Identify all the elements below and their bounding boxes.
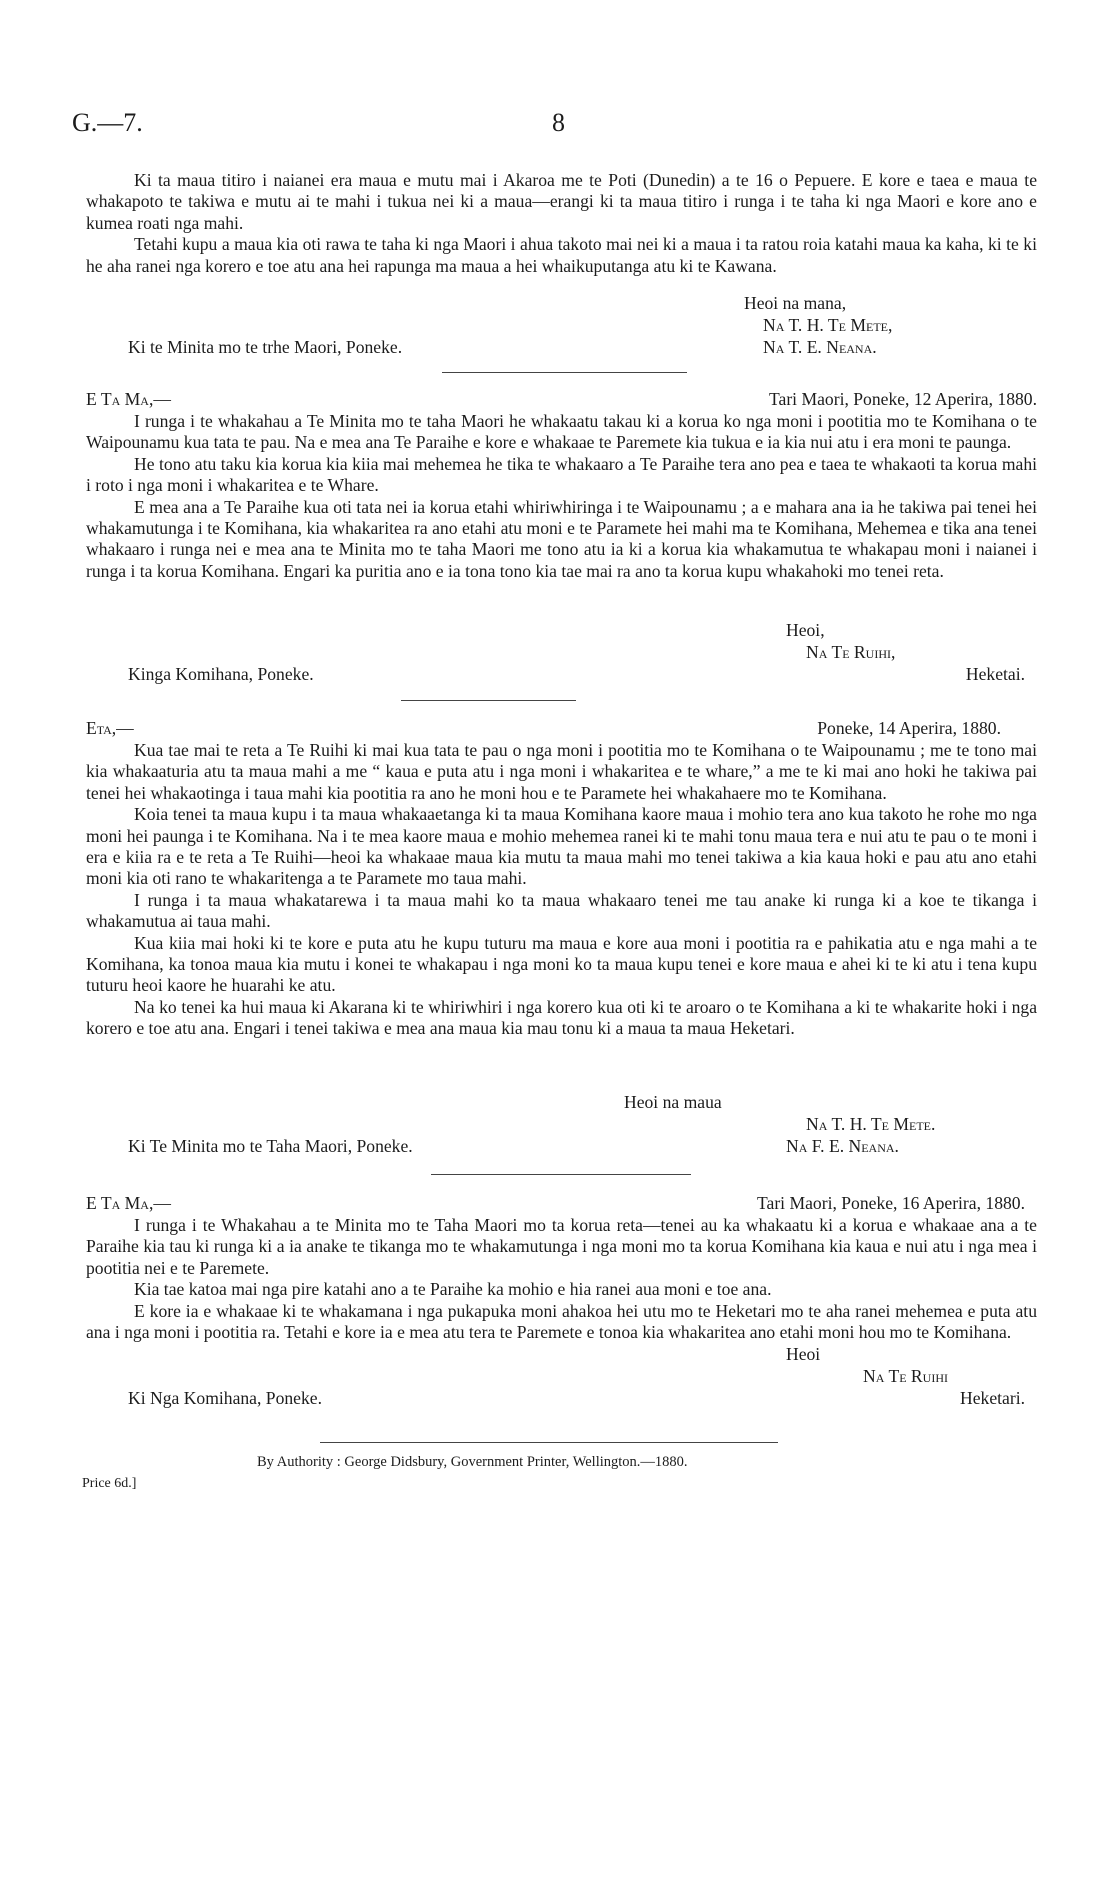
letter-4-heading — [86, 1193, 1037, 1215]
paragraph: Tetahi kupu a maua kia oti rawa te taha ki nga Maori i ahua takoto mai nei ki a maua i ta ratou roia katahi maua ka kaha, ki te ki he aha ranei nga korero e toe atu ana hei rapunga ma maua a hei whaikuputanga atu ki te Kawana. — [86, 234, 1037, 276]
paragraph: Kua tae mai te reta a Te Ruihi ki mai kua tata te pau o nga moni i pootitia mo te Komihana o te Waipounamu ; me te tono mai kia whakaaturia atu ta maua mahi a me “ kaua e puta atu i nga moni i whakaritea e te whare,” a me te ki mai ano hoki he takiwa pai tenei hei whakaotinga i taua mahi kia pootitia ra ano he moni hou e te Paramete hei whakahaere mo te Komihana. — [86, 740, 1037, 803]
signature: Na T. H. Te Mete, — [763, 315, 893, 335]
paragraph: Koia tenei ta maua kupu i ta maua whakaaetanga ki ta maua Komihana kaore maua i mohio tera ano kua takoto he rohe mo nga moni hei paunga i te Komihana. Na i te mea kaore maua e mohio mehemea ranei ki te mahi tonu maua tera e nui atu te pau o te moni i era e kiia ra e te reta a Te Ruihi—heoi ka whakaae maua kia mutu ta maua mahi mo tenei takiwa a kia kaua hoki e pau atu ano etahi moni kia oti rano te whakaritenga a te Paramete mo taua mahi. — [86, 804, 1037, 889]
paragraph: Ki ta maua titiro i naianei era maua e mutu mai i Akaroa me te Poti (Dunedin) a te 16 o Pepuere. E kore e taea e maua te whakapoto te takiwa e mutu ai te mahi i tukua nei ki a maua—erangi ki ta maua titiro i runga i te taha ki nga Maori e kore ano e kumea roati nga mahi. — [86, 170, 1037, 233]
closing: Heoi na maua — [624, 1092, 722, 1112]
addressee: Ki te Minita mo te trhe Maori, Poneke. — [128, 337, 403, 357]
paragraph: I runga i te Whakahau a te Minita mo te Taha Maori mo ta korua reta—tenei au ka whakaatu ki a korua e whakaae ana a te Paraihe kia tau ki runga ki a ia anake te tikanga mo te whakamutunga i nga moni mo ta korua Komihana kia kaua e nui atu i nga mea i pootitia nei e te Paremete. — [86, 1215, 1037, 1278]
letter-3-heading — [86, 718, 1037, 740]
signature: Na Te Ruihi, — [806, 642, 896, 662]
paragraph: E kore ia e whakaae ki te whakamana i nga pukapuka moni ahakoa hei utu mo te Heketari mo te aha ranei mehemea e puta atu ana i nga moni i pootitia ra. Tetahi e kore ia e mea atu tera te Paremete e tonoa kia whakaritea ano etahi moni hou mo te Komihana. — [86, 1300, 1037, 1343]
paragraph: He tono atu taku kia korua kia kiia mai mehemea he tika te whakaaro a Te Paraihe tera ano pea e taea te whakaoti ta korua mahi i roto i nga moni i whakaritea e te Whare. — [86, 453, 1037, 496]
signature: Na T. E. Neana. — [763, 337, 877, 357]
paragraph: E mea ana a Te Paraihe kua oti tata nei ia korua etahi whiriwhiringa i te Waipounamu ; a e mahara ana ia he takiwa pai tenei hei whakamutunga i te Komihana, kia whakaritea ra ano etahi atu moni e te Paramete hei mahi ma te Komihana, Mehemea e tika ana tenei whakaaro i runga nei e mea ana te Minita mo te taha Maori me tono atu ia ki a korua kia whakamutua te whakapau moni i naianei i runga i ta korua Komihana. Engari ka puritia ano e ia tona tono kia tae mai ra ano ta korua kupu whakahoki mo tenei reta. — [86, 496, 1037, 581]
salutation: Eta,— — [86, 718, 134, 738]
printer-imprint: By Authority : George Didsbury, Government Printer, Wellington.—1880. — [257, 1454, 688, 1470]
addressee: Ki Nga Komihana, Poneke. — [128, 1388, 322, 1408]
signature: Na F. E. Neana. — [786, 1136, 899, 1156]
closing: Heoi, — [786, 620, 825, 640]
section-divider — [431, 1174, 691, 1175]
footer-rule — [320, 1442, 778, 1443]
paragraph: I runga i ta maua whakatarewa i ta maua mahi ko ta maua whakaaro tenei me tau anake ki runga ki a koe te tikanga i whakamutua ai taua mahi. — [86, 889, 1037, 932]
place-date: Tari Maori, Poneke, 16 Aperira, 1880. — [757, 1193, 1025, 1213]
document-reference: G.—7. — [72, 108, 143, 137]
letter-4-body — [86, 1215, 1037, 1343]
section-divider — [442, 372, 687, 373]
letter-4-sign-off — [86, 1344, 1037, 1410]
letter-1-body — [86, 170, 1037, 277]
closing: Heoi na mana, — [744, 293, 847, 313]
price-label: Price 6d.] — [82, 1476, 137, 1491]
signatory-title: Heketai. — [965, 664, 1025, 684]
signature: Na Te Ruihi — [863, 1366, 948, 1386]
letter-3-sign-off — [86, 1092, 1037, 1158]
paragraph: Na ko tenei ka hui maua ki Akarana ki te whiriwhiri i nga korero kua oti ki te aroaro o te Komihana a ki te whakarite hoki i nga korero e toe atu ana. Engari i tenei takiwa e mea ana maua kia mau tonu ki a maua ta maua Heketari. — [86, 996, 1037, 1039]
letter-1-sign-off — [86, 293, 1037, 359]
letter-2-body — [86, 411, 1037, 582]
paragraph: Kia tae katoa mai nga pire katahi ano a te Paraihe ka mohio e hia ranei aua moni e toe ana. — [134, 1279, 772, 1300]
addressee: Ki Te Minita mo te Taha Maori, Poneke. — [128, 1136, 413, 1156]
signatory-title: Heketari. — [960, 1388, 1025, 1408]
letter-2-sign-off — [86, 620, 1037, 686]
letter-2-heading — [86, 389, 1037, 411]
salutation: E Ta Ma,— — [86, 1193, 171, 1213]
page-number: 8 — [552, 108, 565, 137]
closing: Heoi — [786, 1344, 821, 1364]
place-date: Tari Maori, Poneke, 12 Aperira, 1880. — [769, 389, 1037, 409]
signature: Na T. H. Te Mete. — [806, 1114, 936, 1134]
place-date: Poneke, 14 Aperira, 1880. — [817, 718, 1001, 738]
paragraph: Kua kiia mai hoki ki te kore e puta atu he kupu tuturu ma maua e kore aua moni i pootitia ra e pahikatia atu e nga mahi a te Komihana, ka tonoa maua kia mutu i konei te whakapau i nga moni ko ta maua kupu tenei e kore maua e ahei ki te ki atu i tena kupu tuturu heoi kaore he huarahi ke atu. — [86, 932, 1037, 996]
section-divider — [401, 700, 576, 701]
letter-3-body — [86, 740, 1037, 1040]
salutation: E Ta Ma,— — [86, 389, 171, 409]
paragraph: I runga i te whakahau a Te Minita mo te taha Maori he whakaatu takau ki a korua ko nga moni i pootitia mo te Komihana o te Waipounamu kua tata te pau. Na e mea ana Te Paraihe e kore e whakaae te Paremete kia tukua e ia kia nui atu i era moni te paunga. — [86, 411, 1037, 453]
addressee: Kinga Komihana, Poneke. — [128, 664, 314, 684]
